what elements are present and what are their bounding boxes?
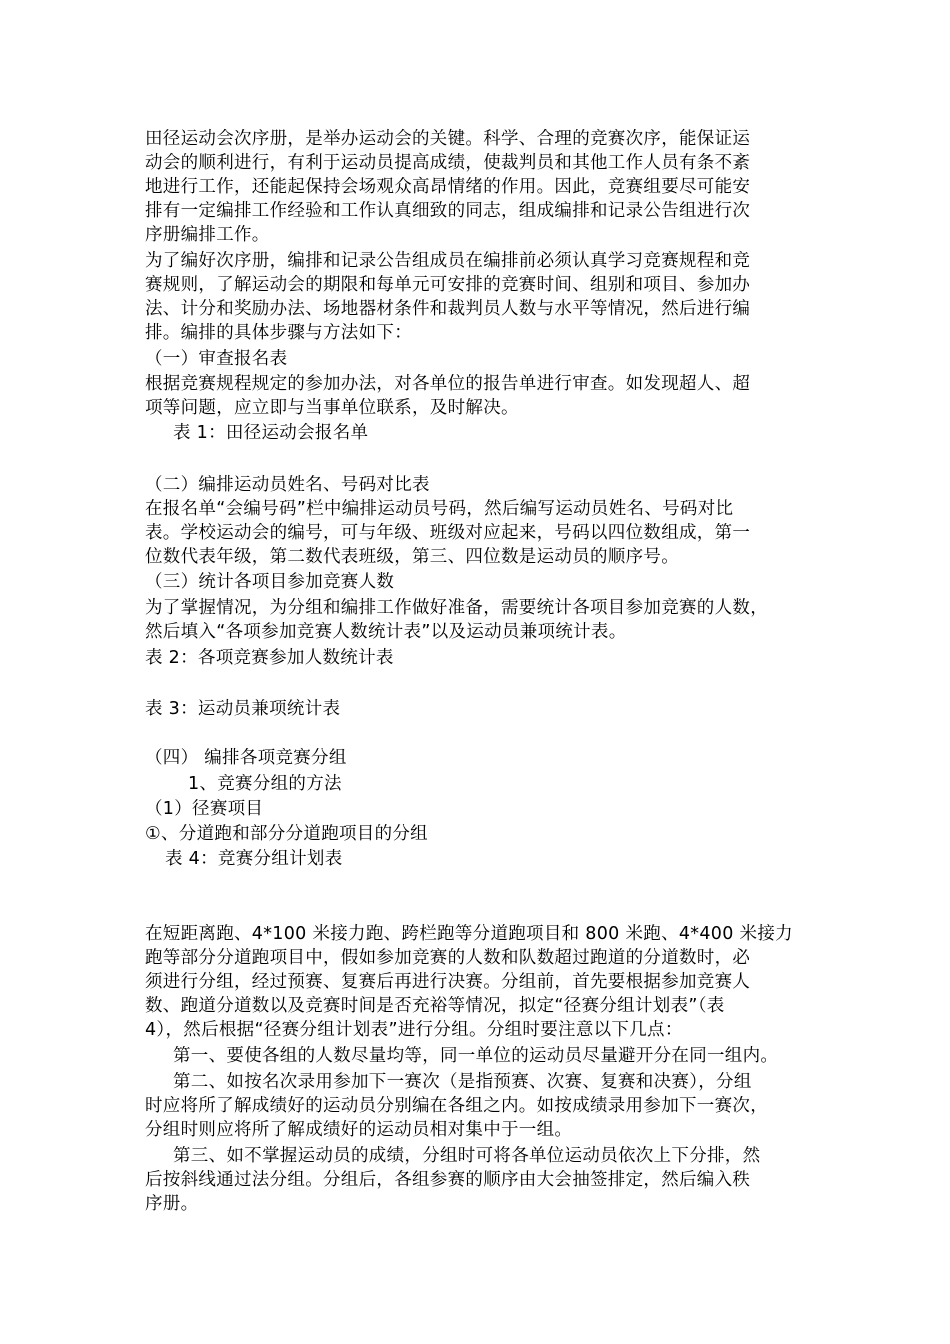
subsection-heading: ①、分道跑和部分分道跑项目的分组 — [145, 824, 428, 844]
paragraph-line: 须进行分组，经过预赛、复赛后再进行决赛。分组前，首先要根据参加竞赛人 — [145, 972, 751, 992]
paragraph-line: 为了掌握情况，为分组和编排工作做好准备，需要统计各项目参加竞赛的人数， — [145, 598, 768, 618]
section-heading: （四） 编排各项竞赛分组 — [145, 748, 347, 768]
table-caption: 表 4：竞赛分组计划表 — [165, 849, 343, 869]
section-heading: （三）统计各项目参加竞赛人数 — [145, 572, 395, 592]
paragraph-line: 第三、如不掌握运动员的成绩，分组时可将各单位运动员依次上下分排，然 — [173, 1146, 761, 1166]
paragraph-line: 法、计分和奖励办法、场地器材条件和裁判员人数与水平等情况，然后进行编 — [145, 299, 751, 319]
paragraph-line: 表。学校运动会的编号，可与年级、班级对应起来，号码以四位数组成，第一 — [145, 523, 751, 543]
paragraph-line: 赛规则，了解运动会的期限和每单元可安排的竞赛时间、组别和项目、参加办 — [145, 275, 751, 295]
paragraph-line: 序册编排工作。 — [145, 225, 270, 245]
paragraph-line: 动会的顺利进行，有利于运动员提高成绩，使裁判员和其他工作人员有条不紊 — [145, 153, 751, 173]
paragraph-line: 根据竞赛规程规定的参加办法，对各单位的报告单进行审查。如发现超人、超 — [145, 374, 751, 394]
paragraph-line: 田径运动会次序册，是举办运动会的关键。科学、合理的竞赛次序，能保证运 — [145, 129, 751, 149]
paragraph-line: 跑等部分分道跑项目中，假如参加竞赛的人数和队数超过跑道的分道数时，必 — [145, 948, 751, 968]
paragraph-line: 时应将所了解成绩好的运动员分别编在各组之内。如按成绩录用参加下一赛次， — [145, 1096, 768, 1116]
paragraph-line: 项等问题，应立即与当事单位联系，及时解决。 — [145, 398, 519, 418]
paragraph-line: 在报名单“会编号码”栏中编排运动员号码，然后编写运动员姓名、号码对比 — [145, 499, 734, 519]
paragraph-line: 地进行工作，还能起保持会场观众高昂情绪的作用。因此，竞赛组要尽可能安 — [145, 177, 751, 197]
table-caption: 表 3：运动员兼项统计表 — [145, 699, 341, 719]
paragraph-line: 数、跑道分道数以及竞赛时间是否充裕等情况，拟定“径赛分组计划表”（表 — [145, 996, 725, 1016]
subsection-heading: 1、竞赛分组的方法 — [188, 774, 342, 794]
paragraph-line: 4），然后根据“径赛分组计划表”进行分组。分组时要注意以下几点： — [145, 1020, 683, 1040]
paragraph-line: 序册。 — [145, 1194, 199, 1214]
paragraph-line: 后按斜线通过法分组。分组后，各组参赛的顺序由大会抽签排定，然后编入秩 — [145, 1170, 751, 1190]
paragraph-line: 分组时则应将所了解成绩好的运动员相对集中于一组。 — [145, 1120, 573, 1140]
paragraph-line: 位数代表年级，第二数代表班级，第三、四位数是运动员的顺序号。 — [145, 547, 679, 567]
paragraph-line: 为了编好次序册，编排和记录公告组成员在编排前必须认真学习竞赛规程和竞 — [145, 251, 751, 271]
subsection-heading: （1）径赛项目 — [145, 799, 264, 819]
paragraph-line: 第一、要使各组的人数尽量均等，同一单位的运动员尽量避开分在同一组内。 — [173, 1046, 779, 1066]
paragraph-line: 排有一定编排工作经验和工作认真细致的同志，组成编排和记录公告组进行次 — [145, 201, 751, 221]
paragraph-line: 然后填入“各项参加竞赛人数统计表”以及运动员兼项统计表。 — [145, 622, 627, 642]
paragraph-line: 在短距离跑、4*100 米接力跑、跨栏跑等分道跑项目和 800 米跑、4*400 米接力 — [145, 924, 793, 944]
section-heading: （二）编排运动员姓名、号码对比表 — [145, 475, 430, 495]
paragraph-line: 排。编排的具体步骤与方法如下： — [145, 323, 412, 343]
table-caption: 表 2：各项竞赛参加人数统计表 — [145, 648, 394, 668]
section-heading: （一）审查报名表 — [145, 349, 288, 369]
table-caption: 表 1：田径运动会报名单 — [173, 423, 369, 443]
paragraph-line: 第二、如按名次录用参加下一赛次（是指预赛、次赛、复赛和决赛），分组 — [173, 1072, 752, 1092]
